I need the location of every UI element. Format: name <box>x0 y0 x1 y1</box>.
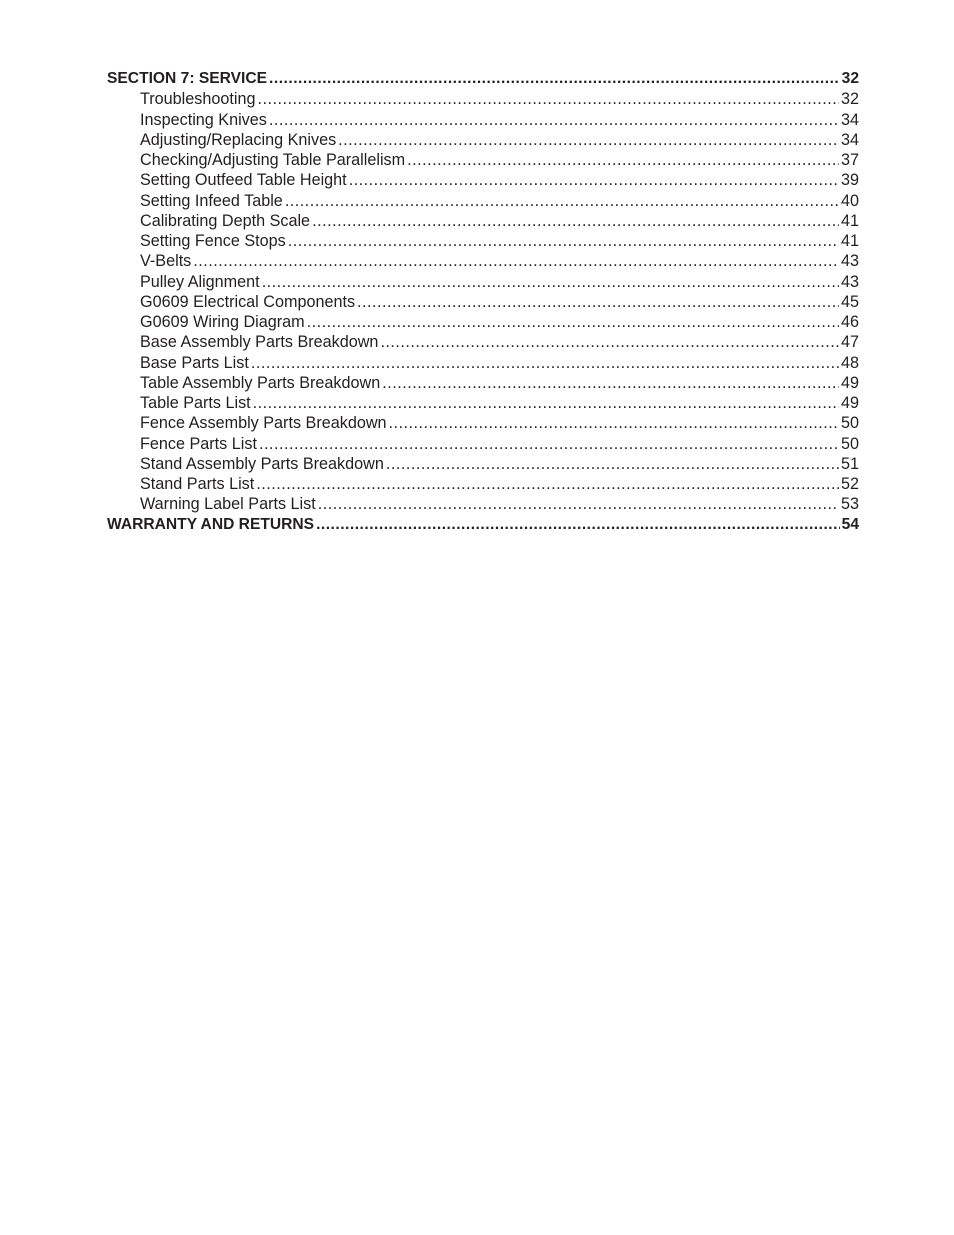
toc-entry[interactable] <box>107 454 859 474</box>
toc-dot-leader <box>318 494 839 514</box>
toc-page-number: 50 <box>840 414 859 433</box>
toc-page-number: 34 <box>840 130 859 149</box>
toc-entry-title: Warning Label Parts List <box>140 495 316 514</box>
toc-entry-title: Table Parts List <box>140 394 251 412</box>
toc-section-warranty[interactable] <box>107 515 859 535</box>
toc-entry[interactable] <box>107 89 859 109</box>
toc-dot-leader <box>307 312 839 332</box>
toc-dot-leader <box>285 191 839 211</box>
toc-page-number: 48 <box>840 353 859 372</box>
toc-entry-title: Base Assembly Parts Breakdown <box>140 333 379 352</box>
toc-entry-title: Setting Infeed Table <box>140 191 283 210</box>
toc-dot-leader <box>312 211 839 231</box>
toc-entry[interactable] <box>107 393 859 413</box>
toc-page-number: 34 <box>840 110 859 129</box>
toc-dot-leader <box>251 353 839 373</box>
toc-page-number: 50 <box>840 434 859 453</box>
toc-entry-title: Base Parts List <box>140 353 249 372</box>
toc-entry-title: G0609 Wiring Diagram <box>140 313 305 331</box>
toc-page-number: 37 <box>840 151 859 169</box>
toc-entry-title: G0609 Electrical Components <box>140 292 356 311</box>
toc-entry[interactable] <box>107 191 859 211</box>
toc-entry-title: Troubleshooting <box>140 90 256 109</box>
toc-entry[interactable] <box>107 150 859 170</box>
toc-dot-leader <box>407 150 839 170</box>
toc-dot-leader <box>253 393 839 413</box>
toc-dot-leader <box>269 110 839 130</box>
toc-page-number: 52 <box>840 475 859 493</box>
toc-dot-leader <box>349 170 839 190</box>
toc-dot-leader <box>357 292 839 312</box>
toc-page-number: 51 <box>840 454 859 473</box>
toc-page-number: 49 <box>840 394 859 412</box>
toc-entry-title: Setting Outfeed Table Height <box>140 171 347 190</box>
toc-page-number: 32 <box>840 90 859 109</box>
toc-dot-leader <box>386 454 839 474</box>
toc-dot-leader <box>380 332 839 352</box>
toc-entry-title: WARRANTY AND RETURNS <box>107 515 315 533</box>
toc-page-number: 39 <box>840 171 859 190</box>
toc-entry[interactable] <box>107 434 859 454</box>
toc-dot-leader <box>259 434 839 454</box>
toc-entry-title: Stand Assembly Parts Breakdown <box>140 454 384 473</box>
toc-entry-title: V-Belts <box>140 252 192 271</box>
toc-entry[interactable] <box>107 231 859 251</box>
toc-page-number: 43 <box>840 252 859 271</box>
toc-entry-title: Fence Assembly Parts Breakdown <box>140 414 387 433</box>
toc-entry[interactable] <box>107 272 859 292</box>
toc-entry[interactable] <box>107 332 859 352</box>
toc-page-number: 43 <box>840 272 859 291</box>
toc-page-number: 40 <box>840 191 859 210</box>
toc-page-number: 41 <box>840 232 859 250</box>
toc-page-number: 41 <box>840 211 859 230</box>
toc-entry-title: SECTION 7: SERVICE <box>107 70 268 87</box>
toc-page-number: 53 <box>840 495 859 514</box>
toc-entry-title: Fence Parts List <box>140 434 257 453</box>
toc-dot-leader <box>389 413 839 433</box>
toc-page-number: 46 <box>840 313 859 331</box>
toc-entry-title: Checking/Adjusting Table Parallelism <box>140 151 406 169</box>
toc-dot-leader <box>269 69 840 89</box>
toc-dot-leader <box>262 272 839 292</box>
toc-dot-leader <box>256 474 839 494</box>
toc-dot-leader <box>193 251 839 271</box>
toc-entry[interactable] <box>107 312 859 332</box>
toc-page-number: 54 <box>841 515 859 533</box>
toc-dot-leader <box>316 515 840 535</box>
table-of-contents <box>107 69 859 535</box>
toc-section-service[interactable] <box>107 69 859 89</box>
toc-entry[interactable] <box>107 170 859 190</box>
toc-entry[interactable] <box>107 130 859 150</box>
toc-entry[interactable] <box>107 474 859 494</box>
toc-entry[interactable] <box>107 373 859 393</box>
toc-entry[interactable] <box>107 110 859 130</box>
toc-entry-title: Stand Parts List <box>140 475 255 493</box>
toc-entry-title: Table Assembly Parts Breakdown <box>140 373 381 392</box>
toc-entry[interactable] <box>107 211 859 231</box>
toc-page-number: 47 <box>840 333 859 352</box>
toc-entry-title: Setting Fence Stops <box>140 232 286 250</box>
toc-entry-title: Pulley Alignment <box>140 272 260 291</box>
toc-dot-leader <box>338 130 839 150</box>
toc-entry[interactable] <box>107 353 859 373</box>
toc-entry-title: Adjusting/Replacing Knives <box>140 130 337 149</box>
toc-page-number: 45 <box>840 292 859 311</box>
toc-entry[interactable] <box>107 251 859 271</box>
toc-dot-leader <box>382 373 839 393</box>
toc-entry[interactable] <box>107 292 859 312</box>
toc-page-number: 49 <box>840 373 859 392</box>
toc-dot-leader <box>258 89 839 109</box>
toc-page-number: 32 <box>841 70 859 87</box>
toc-dot-leader <box>288 231 839 251</box>
toc-entry[interactable] <box>107 413 859 433</box>
toc-entry-title: Inspecting Knives <box>140 110 267 129</box>
toc-entry[interactable] <box>107 494 859 514</box>
toc-entry-title: Calibrating Depth Scale <box>140 211 311 230</box>
